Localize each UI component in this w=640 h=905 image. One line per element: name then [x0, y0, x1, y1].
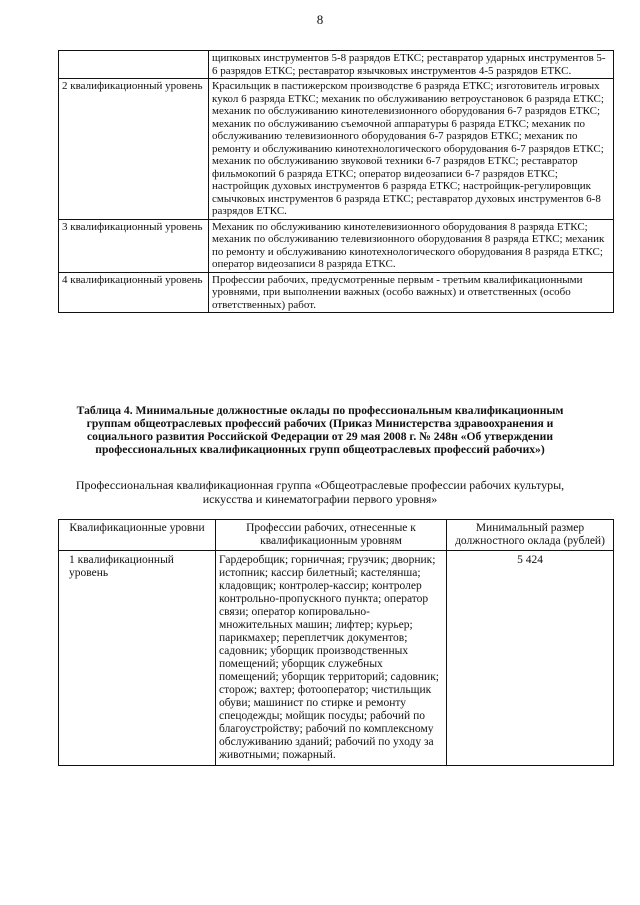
qualification-table-continued [58, 50, 614, 313]
table-row [59, 51, 614, 79]
level-cell: 4 квалификационный уровень [59, 272, 209, 313]
level-cell: 2 квалификационный уровень [59, 79, 209, 220]
professions-cell: Механик по обслуживанию кинотелевизионного оборудования 8 разряда ЕТКС; механик по обслуживанию телевизионного оборудования 8 разряда ЕТКС; механик по ремонту и обслуживанию кинотехнологического оборудования 8 разряда ЕТКС; оператор видеозаписи 8 разряда ЕТКС. [209, 219, 614, 272]
table-row [59, 79, 614, 220]
table-row [59, 551, 614, 766]
level-cell: 3 квалификационный уровень [59, 219, 209, 272]
table-row [59, 272, 614, 313]
table-4-title: Таблица 4. Минимальные должностные оклады по профессиональным квалификационным группам общеотраслевых профессий рабочих (Приказ Министерства здравоохранения и социального развития Российской Федерации от 29 мая 2008 г. № 248н «Об утверждении профессиональных квалификационных групп общеотраслевых профессий рабочих») [76, 404, 564, 456]
header-salary: Минимальный размер должностного оклада (рублей) [447, 520, 614, 551]
level-cell [59, 51, 209, 79]
table-header-row [59, 520, 614, 551]
group-title: Профессиональная квалификационная группа «Общеотраслевые профессии рабочих культуры, искусства и кинематографии первого уровня» [75, 478, 565, 506]
table-row [59, 219, 614, 272]
salary-table [58, 519, 614, 766]
professions-cell: Профессии рабочих, предусмотренные первым - третьим квалификационными уровнями, при выполнении важных (особо важных) и ответственных (особо ответственных) работ. [209, 272, 614, 313]
header-professions: Профессии рабочих, отнесенные к квалификационным уровням [216, 520, 447, 551]
page-number: 8 [316, 12, 324, 27]
professions-cell: Красильщик в пастижерском производстве 6 разряда ЕТКС; изготовитель игровых кукол 6 разряда ЕТКС; механик по обслуживанию ветроустановок 6 разряда ЕТКС; механик по обслуживанию кинотелевизионного оборудования 6-7 разрядов ЕТКС; механик по обслуживанию съемочной аппаратуры 6 разряда ЕТКС; механик по обслуживанию телевизионного оборудования 6-7 разрядов ЕТКС; механик по ремонту и обслуживанию кинотехнологического оборудования 6-7 разрядов ЕТКС; механик по обслуживанию звуковой техники 6-7 разрядов ЕТКС; реставратор фильмокопий 6 разряда ЕТКС; оператор видеозаписи 6-7 разрядов ЕТКС; настройщик духовых инструментов 6 разряда ЕТКС; настройщик-регулировщик смычковых инструментов 6 разряда ЕТКС; реставратор духовых инструментов 6-8 разрядов ЕТКС. [209, 79, 614, 220]
professions-cell: Гардеробщик; горничная; грузчик; дворник; истопник; кассир билетный; кастелянша; кладовщик; контролер-кассир; контролер контрольно-пропускного пункта; оператор связи; оператор копировально-множительных машин; лифтер; курьер; парикмахер; переплетчик документов; садовник; уборщик производственных помещений; уборщик служебных помещений; уборщик территорий; садовник; сторож; вахтер; фотооператор; чистильщик обуви; машинист по стирке и ремонту спецодежды; мойщик посуды; рабочий по благоустройству; рабочий по комплексному обслуживанию зданий; рабочий по уходу за животными; пожарный. [216, 551, 447, 766]
salary-cell: 5 424 [447, 551, 614, 766]
header-levels: Квалификационные уровни [59, 520, 216, 551]
professions-cell: щипковых инструментов 5-8 разрядов ЕТКС; реставратор ударных инструментов 5-6 разрядов ЕТКС; реставратор язычковых инструментов 4-5 разрядов ЕТКС. [209, 51, 614, 79]
level-cell: 1 квалификационный уровень [59, 551, 216, 766]
